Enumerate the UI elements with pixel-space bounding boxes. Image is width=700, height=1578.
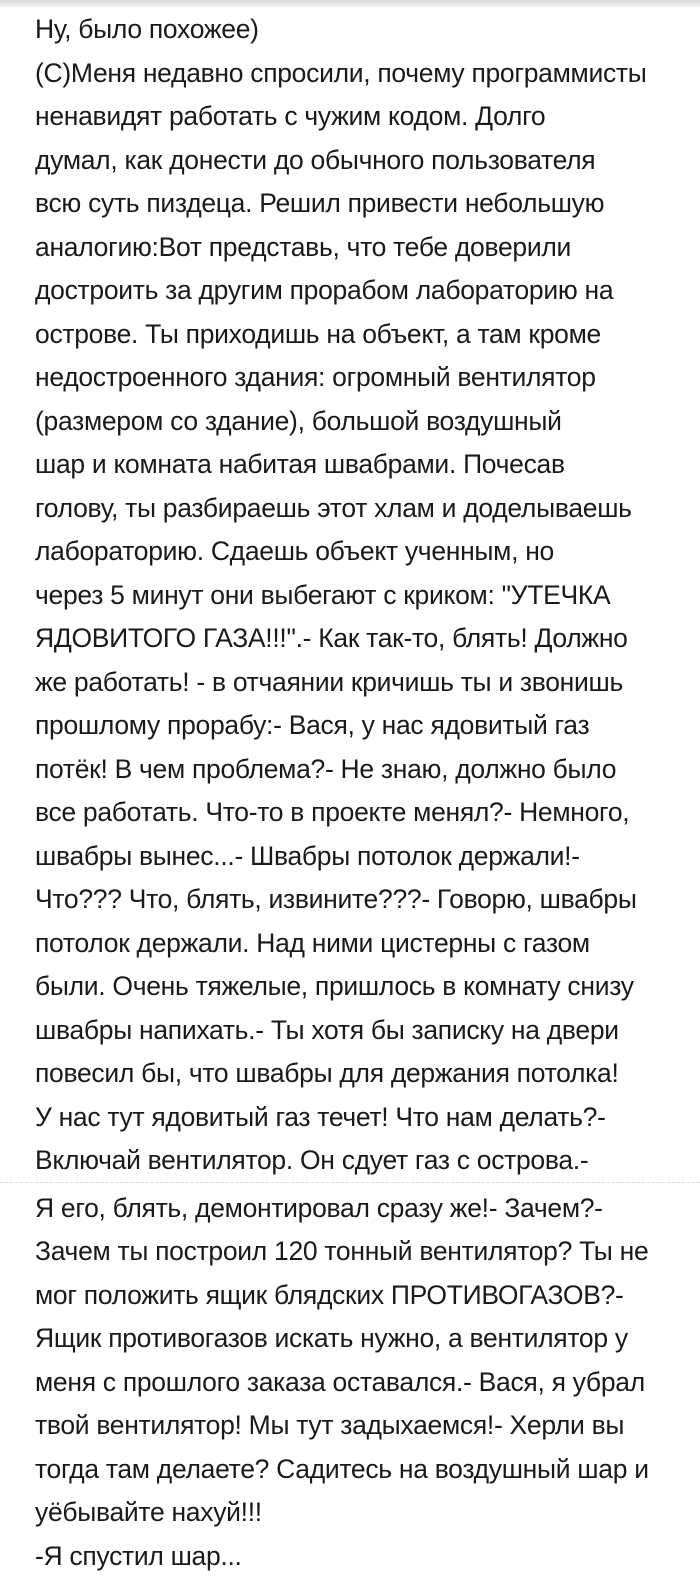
text-line: швабры напихать.- Ты хотя бы записку на двери xyxy=(35,1009,700,1053)
text-line: все работать. Что-то в проекте менял?- Немного, xyxy=(35,791,700,835)
text-line: достроить за другим прорабом лабораторию на xyxy=(35,269,700,313)
text-line: потёк! В чем проблема?- Не знаю, должно было xyxy=(35,748,700,792)
text-line: же работать! - в отчаянии кричишь ты и звонишь xyxy=(35,661,700,705)
text-line: твой вентилятор! Мы тут задыхаемся!- Херли вы xyxy=(35,1404,700,1448)
text-line: Зачем ты построил 120 тонный вентилятор? Ты не xyxy=(35,1230,700,1274)
text-line: швабры вынес...- Швабры потолок держали!- xyxy=(35,835,700,879)
text-line: думал, как донести до обычного пользователя xyxy=(35,139,700,183)
text-line: повесил бы, что швабры для держания потолка! xyxy=(35,1052,700,1096)
text-line: Ну, было похожее) xyxy=(35,8,700,52)
text-line: мог положить ящик блядских ПРОТИВОГАЗОВ?- xyxy=(35,1274,700,1318)
text-line: -Я спустил шар... xyxy=(35,1535,700,1578)
text-line: меня с прошлого заказа оставался.- Вася, я убрал xyxy=(35,1361,700,1405)
text-line: ненавидят работать с чужим кодом. Долго xyxy=(35,95,700,139)
text-line: были. Очень тяжелые, пришлось в комнату снизу xyxy=(35,965,700,1009)
text-line: шар и комната набитая швабрами. Почесав xyxy=(35,443,700,487)
text-line: (С)Меня недавно спросили, почему программисты xyxy=(35,52,700,96)
text-line: тогда там делаете? Садитесь на воздушный шар и xyxy=(35,1448,700,1492)
top-edge-strip xyxy=(0,0,700,7)
text-line: прошлому прорабу:- Вася, у нас ядовитый газ xyxy=(35,704,700,748)
post-text-body xyxy=(35,8,700,1578)
text-line: недостроенного здания: огромный вентилятор xyxy=(35,356,700,400)
text-line: голову, ты разбираешь этот хлам и доделываешь xyxy=(35,487,700,531)
text-line: У нас тут ядовитый газ течет! Что нам делать?- xyxy=(35,1096,700,1140)
text-line: аналогию:Вот представь, что тебе доверили xyxy=(35,226,700,270)
text-line: (размером со здание), большой воздушный xyxy=(35,400,700,444)
text-line: всю суть пиздеца. Решил привести небольшую xyxy=(35,182,700,226)
text-line: Включай вентилятор. Он сдует газ с острова.- xyxy=(35,1139,700,1183)
text-line: Что??? Что, блять, извините???- Говорю, швабры xyxy=(35,878,700,922)
text-line: Я его, блять, демонтировал сразу же!- Зачем?- xyxy=(35,1187,700,1231)
text-line: уёбывайте нахуй!!! xyxy=(35,1491,700,1535)
text-line: ЯДОВИТОГО ГАЗА!!!".- Как так-то, блять! Должно xyxy=(35,617,700,661)
text-line: острове. Ты приходишь на объект, а там кроме xyxy=(35,313,700,357)
text-line: лабораторию. Сдаешь объект ученным, но xyxy=(35,530,700,574)
text-line: Ящик противогазов искать нужно, а вентилятор у xyxy=(35,1317,700,1361)
screenshot-stitch-divider xyxy=(0,1182,700,1183)
text-line: через 5 минут они выбегают с криком: "УТЕЧКА xyxy=(35,574,700,618)
text-line: потолок держали. Над ними цистерны с газом xyxy=(35,922,700,966)
